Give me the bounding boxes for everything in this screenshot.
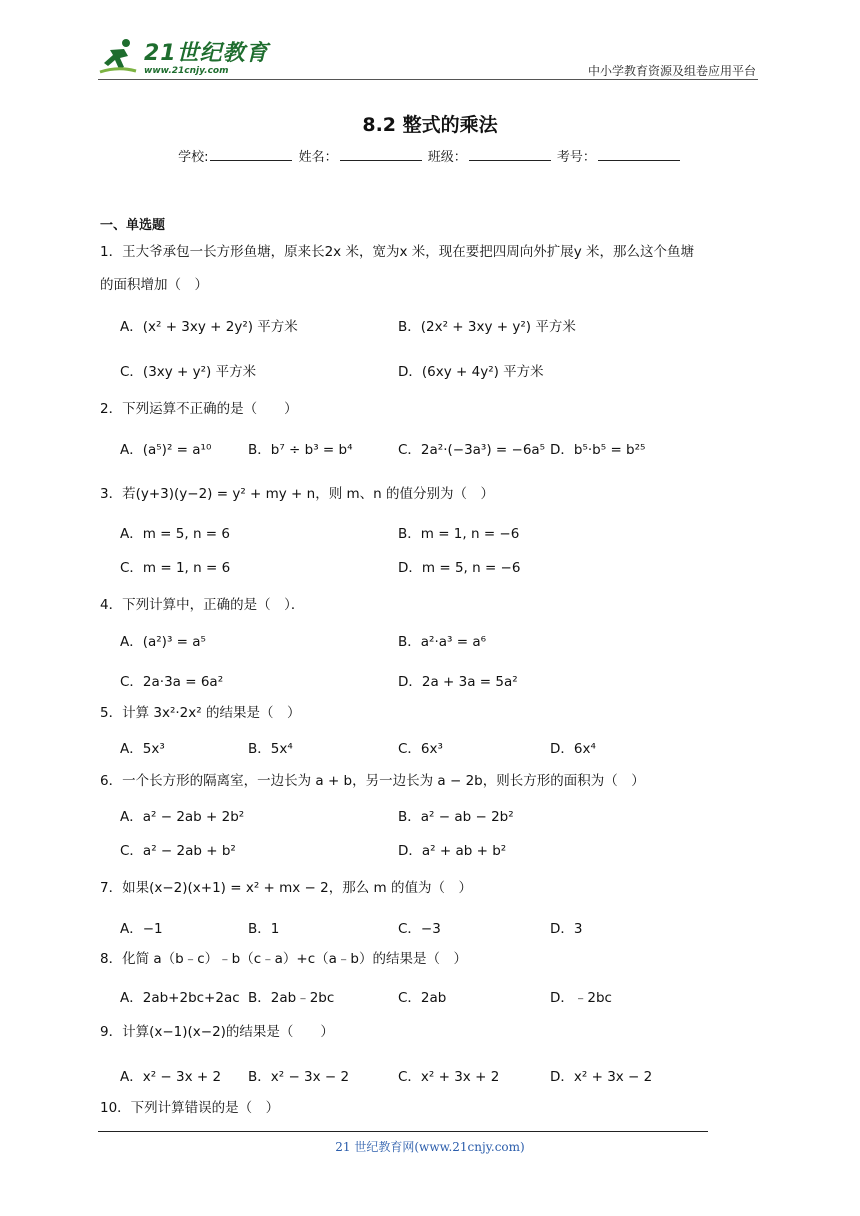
option-c[interactable]: C．6x³ <box>398 741 443 757</box>
option-a[interactable]: A．(a⁵)² = a¹⁰ <box>120 442 212 458</box>
logo-text: 21世纪教育 <box>144 41 269 66</box>
logo-url: www.21cnjy.com <box>144 66 229 76</box>
question-stem: 7．如果(x−2)(x+1) = x² + mx − 2，那么 m 的值为（ ） <box>100 880 472 896</box>
school-label: 学校: <box>178 150 209 165</box>
question-stem-continued: 的面积增加（ ） <box>100 277 208 293</box>
class-label: 班级： <box>427 150 467 165</box>
option-b[interactable]: B．2ab﹣2bc <box>248 990 335 1006</box>
question-1 <box>100 236 770 302</box>
option-d[interactable]: D．m = 5, n = −6 <box>398 560 521 576</box>
footer-text: 21 世纪教育网(www.21cnjy.com) <box>335 1140 525 1154</box>
school-blank[interactable] <box>210 148 292 161</box>
question-stem: 2．下列运算不正确的是（ ） <box>100 401 298 417</box>
option-d[interactable]: D．3 <box>550 921 583 937</box>
option-d[interactable]: D．x² + 3x − 2 <box>550 1069 653 1085</box>
runner-logo-icon <box>98 36 138 76</box>
option-a[interactable]: A．(a²)³ = a⁵ <box>120 634 206 650</box>
option-c[interactable]: C．2ab <box>398 990 447 1006</box>
page-title: 8.2 整式的乘法 <box>362 114 498 136</box>
option-a[interactable]: A．5x³ <box>120 741 165 757</box>
question-6 <box>100 765 770 798</box>
option-a[interactable]: A．a² − 2ab + 2b² <box>120 809 245 825</box>
question-5 <box>100 697 770 730</box>
option-b[interactable]: B．a² − ab − 2b² <box>398 809 514 825</box>
option-b[interactable]: B．b⁷ ÷ b³ = b⁴ <box>248 442 353 458</box>
option-a[interactable]: A．−1 <box>120 921 163 937</box>
option-b[interactable]: B．x² − 3x − 2 <box>248 1069 350 1085</box>
question-stem: 3．若(y+3)(y−2) = y² + my + n，则 m、n 的值分别为（ ） <box>100 486 495 502</box>
question-stem: 4．下列计算中，正确的是（ ）． <box>100 597 305 613</box>
option-c[interactable]: C．−3 <box>398 921 441 937</box>
question-7 <box>100 872 770 905</box>
name-blank[interactable] <box>340 148 422 161</box>
question-4 <box>100 589 770 622</box>
question-10 <box>100 1092 770 1125</box>
option-a[interactable]: A．x² − 3x + 2 <box>120 1069 222 1085</box>
number-label: 考号： <box>556 150 596 165</box>
question-2 <box>100 393 770 426</box>
option-d[interactable]: D．b⁵·b⁵ = b²⁵ <box>550 442 646 458</box>
option-c[interactable]: C．x² + 3x + 2 <box>398 1069 500 1085</box>
platform-name: 中小学教育资源及组卷应用平台 <box>587 64 756 78</box>
question-stem: 6．一个长方形的隔离室，一边长为 a + b，另一边长为 a − 2b，则长方形的面积为（ ） <box>100 773 645 789</box>
option-d[interactable]: D．(6xy + 4y²) 平方米 <box>398 364 544 380</box>
option-d[interactable]: D．a² + ab + b² <box>398 843 507 859</box>
name-label: 姓名： <box>298 150 338 165</box>
question-stem: 8．化简 a（b﹣c）﹣b（c﹣a）+c（a﹣b）的结果是（ ） <box>100 951 467 967</box>
footer-divider <box>98 1131 708 1132</box>
option-d[interactable]: D．6x⁴ <box>550 741 596 757</box>
option-b[interactable]: B．(2x² + 3xy + y²) 平方米 <box>398 319 576 335</box>
question-3 <box>100 478 770 511</box>
question-stem: 9．计算(x−1)(x−2)的结果是（ ） <box>100 1024 334 1040</box>
option-c[interactable]: C．(3xy + y²) 平方米 <box>120 364 257 380</box>
header-logo <box>98 36 269 76</box>
option-d[interactable]: D．﹣2bc <box>550 990 612 1006</box>
option-b[interactable]: B．a²·a³ = a⁶ <box>398 634 487 650</box>
option-b[interactable]: B．5x⁴ <box>248 741 293 757</box>
option-a[interactable]: A．2ab+2bc+2ac <box>120 990 240 1006</box>
option-b[interactable]: B．m = 1, n = −6 <box>398 526 520 542</box>
option-a[interactable]: A．m = 5, n = 6 <box>120 526 230 542</box>
question-stem: 5．计算 3x²·2x² 的结果是（ ） <box>100 705 301 721</box>
option-c[interactable]: C．m = 1, n = 6 <box>120 560 231 576</box>
student-info-line <box>0 146 860 165</box>
question-9 <box>100 1016 770 1049</box>
section-heading: 一、单选题 <box>100 218 166 233</box>
option-b[interactable]: B．1 <box>248 921 280 937</box>
option-d[interactable]: D．2a + 3a = 5a² <box>398 674 518 690</box>
option-a[interactable]: A．(x² + 3xy + 2y²) 平方米 <box>120 319 298 335</box>
question-8 <box>100 943 770 976</box>
question-stem: 1．王大爷承包一长方形鱼塘，原来长2x 米，宽为x 米，现在要把四周向外扩展y 米，那么这个鱼塘 <box>100 244 695 260</box>
header-divider <box>98 79 758 80</box>
option-c[interactable]: C．2a·3a = 6a² <box>120 674 224 690</box>
option-c[interactable]: C．2a²·(−3a³) = −6a⁵ <box>398 442 546 458</box>
question-stem: 10．下列计算错误的是（ ） <box>100 1100 280 1116</box>
option-c[interactable]: C．a² − 2ab + b² <box>120 843 236 859</box>
class-blank[interactable] <box>469 148 551 161</box>
number-blank[interactable] <box>598 148 680 161</box>
